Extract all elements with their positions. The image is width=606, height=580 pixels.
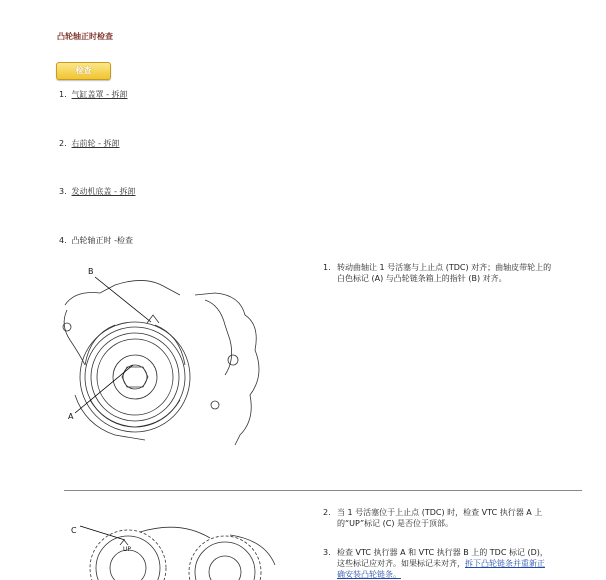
- page-title: 凸轮轴正时检查: [57, 32, 113, 41]
- step-number: 4.: [59, 236, 67, 245]
- step-number: 2.: [59, 139, 67, 148]
- step-link-engine-undercover[interactable]: 发动机底盖 - 拆卸: [71, 187, 136, 196]
- cam-sprocket-diagram: [80, 520, 280, 575]
- instruction-text: 检查 VTC 执行器 A 和 VTC 执行器 B 上的 TDC 标记 (D)，: [337, 548, 548, 557]
- step-number: 1.: [59, 90, 67, 99]
- label-a: A: [68, 412, 74, 421]
- instruction-2: [323, 507, 593, 531]
- step-2: [59, 138, 120, 149]
- check-button[interactable]: 检查: [56, 62, 111, 80]
- step-1: [59, 89, 128, 100]
- instruction-text: 白色标记 (A) 与凸轮链条箱上的指针 (B) 对齐。: [337, 274, 507, 283]
- step-number: 3.: [59, 187, 67, 196]
- remove-cam-chain-link[interactable]: 拆下凸轮链条并重新正: [465, 559, 545, 568]
- step-link-cylinder-head-cover[interactable]: 气缸盖罩 - 拆卸: [71, 90, 128, 99]
- instruction-text: 当 1 号活塞位于上止点 (TDC) 时，检查 VTC 执行器 A 上: [337, 508, 543, 517]
- step-label-cam-timing: 凸轮轴正时 -检查: [71, 236, 133, 245]
- instruction-1: [323, 262, 593, 286]
- crankshaft-pulley-diagram: [55, 265, 270, 450]
- instruction-text: 这些标记应对齐。如果标记未对齐，: [337, 559, 465, 568]
- instruction-number: 3.: [323, 548, 331, 557]
- remove-cam-chain-link-cont[interactable]: 确安装凸轮链条。: [337, 570, 401, 579]
- label-b: B: [88, 267, 94, 276]
- step-link-front-wheel[interactable]: 右前轮 - 拆卸: [71, 139, 120, 148]
- instruction-number: 2.: [323, 508, 331, 517]
- instruction-text: 转动曲轴让 1 号活塞与上止点 (TDC) 对齐；曲轴皮带轮上的: [337, 263, 552, 272]
- step-3: [59, 186, 136, 197]
- instruction-number: 1.: [323, 263, 331, 272]
- instruction-text: 的“UP”标记 (C) 是否位于顶部。: [337, 519, 454, 528]
- step-4: [59, 235, 133, 246]
- section-divider: [64, 490, 582, 491]
- label-c: C: [71, 526, 77, 535]
- label-up: UP: [123, 546, 132, 553]
- instruction-3: [323, 547, 593, 577]
